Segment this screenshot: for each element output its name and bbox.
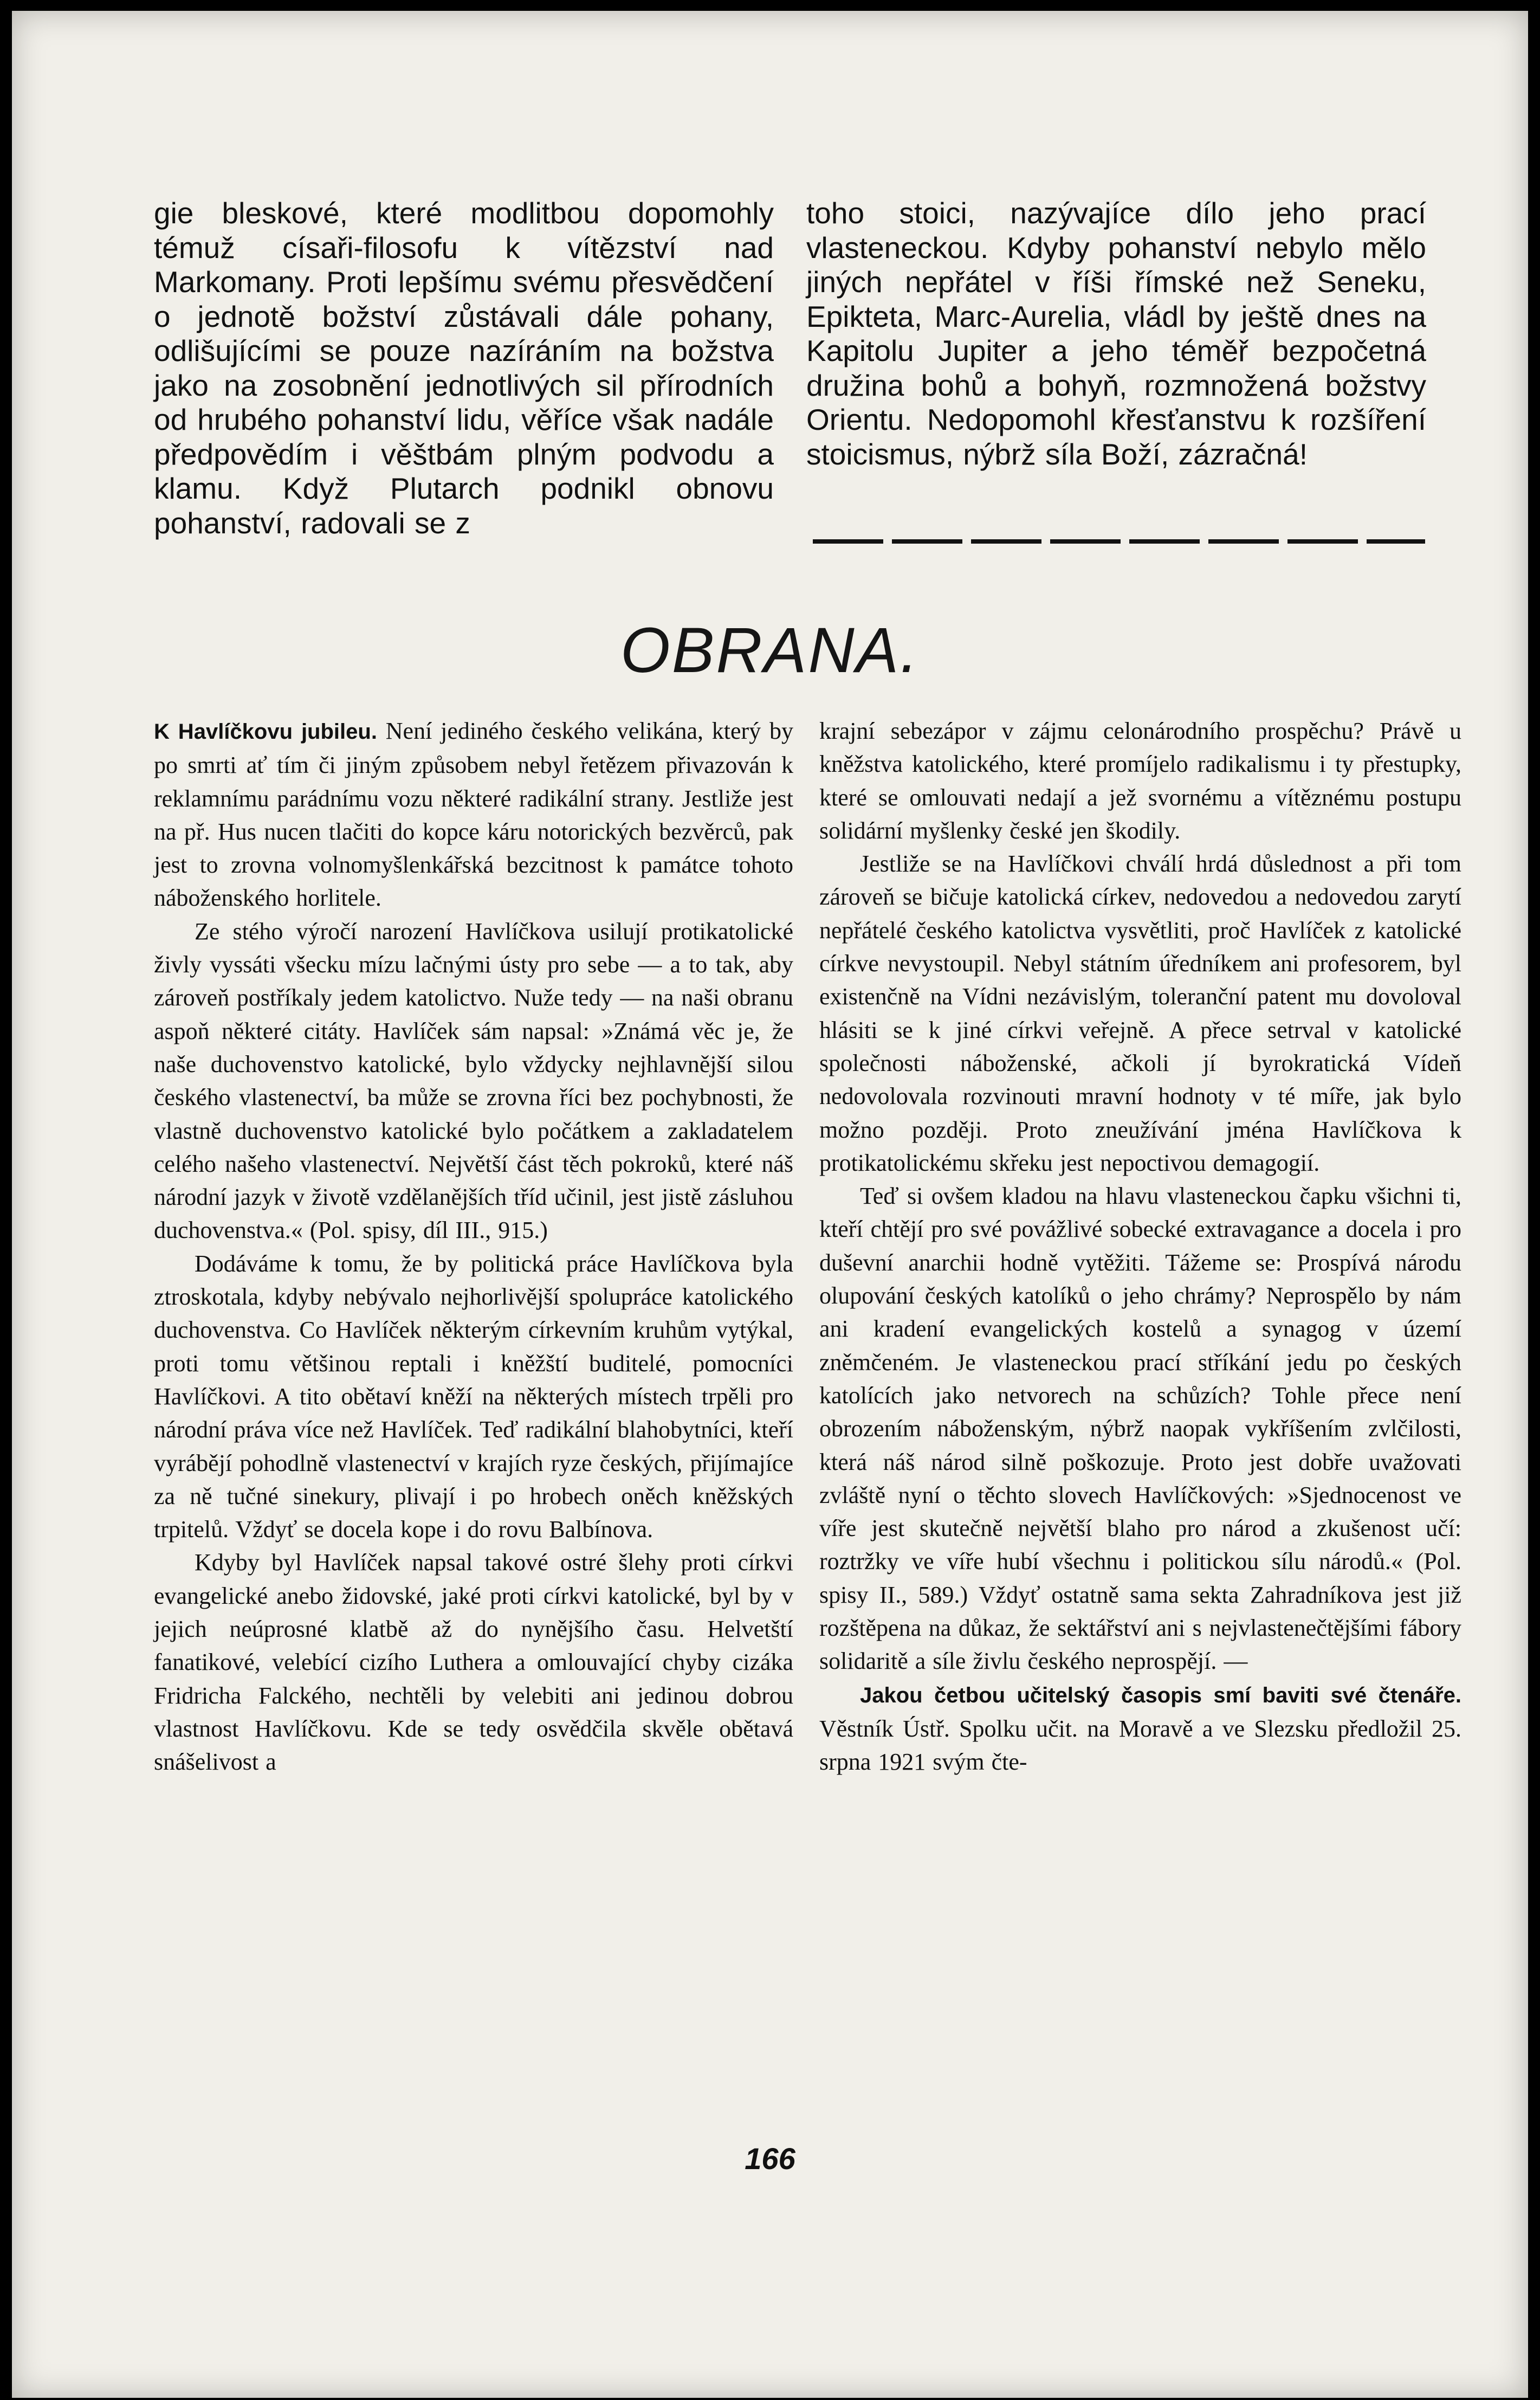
body-column-left [154,714,793,1779]
page-number: 166 [745,2141,795,2176]
top-column-left [154,196,774,540]
paragraph: Jestliže se na Havlíčkovi chválí hrdá důslednost a při tom zároveň se bičuje katolická církev, nedovedou a nedovedou zarytí nepřátelé českého katolictva vysvětliti, proč Havlíček z katolické církve nevystoupil. Nebyl státním úředníkem ani profesorem, byl existenčně na Vídni nezávislým, toleranční patent mu dovoloval hlásiti se k jiné církvi veřejně. A přece setrval v katolické společnosti náboženské, ačkoli jí byrokratická Vídeň nedovolovala rozvinouti mravní hodnoty v té míře, jak bylo možno později. Proto zneužívání jména Havlíčkova k protikatolickému skřeku jest nepoctivou demagogií. [819,850,1461,1176]
paragraph: Dodáváme k tomu, že by politická práce Havlíčkova byla ztroskotala, kdyby nebývalo nejhorlivější spolupráce katolického duchovenstva. Co Havlíček některým církevním kruhům vytýkal, proti tomu většinou reptali i kněžští buditelé, pomocníci Havlíčkovi. A tito obětaví kněží na některých místech trpěli pro národní práva více než Havlíček. Teď radikální blahobytníci, kteří vyrábějí pohodlně vlastenectví v krajích ryze českých, přijímajíce za ně tučné sinekury, plivají i po hrobech oněch kněžských trpitelů. Vždyť se docela kope i do rovu Balbínova. [154,1250,793,1543]
runin-title: Jakou četbou učitelský časopis smí baviti své čtenáře. [860,1683,1461,1707]
top-column-right [806,196,1426,472]
paragraph: toho stoici, nazývajíce dílo jeho prací vlasteneckou. Kdyby pohanství nebylo mělo jiných nepřátel v říši římské než Seneku, Epikteta, Marc-Aurelia, vládl by ještě dnes na Kapitolu Jupiter a jeho téměř bezpočetná družina bohů a bohyň, rozmnožená božstvy Orientu. Nedopomohl křesťanstvu k rozšíření stoicismus, nýbrž síla Boží, zázračná! [806,196,1426,471]
paragraph: Kdyby byl Havlíček napsal takové ostré šlehy proti církvi evangelické anebo židovské, jaké proti církvi katolické, byl by v jejich neúprosné klatbě až do nynějšího času. Helvetští fanatikové, velebící cizího Luthera a omlouvající chyby cizáka Fridricha Falckého, nechtěli by velebiti ani jedinou dobrou vlastnost Havlíčkovu. Kde se tedy osvědčila skvěle obětavá snášelivost a [154,1549,793,1776]
paragraph: krajní sebezápor v zájmu celonárodního prospěchu? Právě u kněžstva katolického, které promíjelo radikalismu i ty přestupky, které se omlouvati nedají a jež svornému a vítěznému postupu solidární myšlenky české jen škodily. [819,718,1461,844]
paragraph: gie bleskové, které modlitbou dopomohly témuž císaři-filosofu k vítězství nad Markomany. Proti lepšímu svému přesvědčení o jednotě božství zůstávali dále pohany, odlišujícími se pouze nazíráním na božstva jako na zosobnění jednotlivých sil přírodních od hrubého pohanství lidu, věříce však nadále předpovědím i věštbám plným podvodu a klamu. Když Plutarch podnikl obnovu pohanství, radovali se z [154,196,774,540]
paragraph: Teď si ovšem kladou na hlavu vlasteneckou čapku všichni ti, kteří chtějí pro své povážlivé sobecké extravagance a docela i pro duševní anarchii hodně vytěžiti. Tážeme se: Prospívá národu olupování českých katolíků o jeho chrámy? Neprospělo by nám ani kradení evangelických kostelů a synagog v území zněmčeném. Je vlasteneckou prací stříkání jedu po českých katolících jako netvorech na schůzích? Tohle přece není obrozením náboženským, nýbrž naopak vykříšením zvlčilosti, která náš národ silně poškozuje. Proto jest dobře uvažovati zvláště nyní o těchto slovech Havlíčkových: »Sjednocenost ve víře jest skutečně největší blaho pro národ a zkušenost učí: roztržky ve víře hubí všechnu i politickou sílu národů.« (Pol. spisy II., 589.) Vždyť ostatně sama sekta Zahradníkova jest již rozštěpena na důkaz, že sektářství ani s nejvlastenečtějšími fábory solidaritě a síle živlu českého neprospějí. — [819,1183,1461,1675]
paragraph: Ze stého výročí narození Havlíčkova usilují protikatolické živly vyssáti všecku mízu lačnými ústy pro sebe — a to tak, aby zároveň postříkaly jedem katolictvo. Nuže tedy — na naši obranu aspoň některé citáty. Havlíček sám napsal: »Známá věc je, že naše duchovenstvo katolické, bylo vždycky nejhlavnější silou českého vlastenectví, ba může se zrovna říci bez pochybnosti, že vlastně duchovenstvo katolické bylo počátkem a zakladatelem celého našeho vlastenectví. Největší část těch pokroků, které náš národní jazyk v životě vzdělanějších tříd učinil, jest jistě zásluhou duchovenstva.« (Pol. spisy, díl III., 915.) [154,918,793,1244]
body-column-right [819,714,1461,1779]
paragraph [154,714,793,915]
paragraph-text: Není jediného českého velikána, který by po smrti ať tím či jiným způsobem nebyl řetězem přivazován k reklamnímu parádnímu vozu některé radikální strany. Jestliže jest na př. Hus nucen tlačiti do kopce káru notorických bezvěrců, pak jest to zrovna volnomyšlenkářská bezcitnost k památce tohoto náboženského horlitele. [154,718,793,912]
dashed-divider [813,539,1425,544]
paragraph [819,1678,1461,1779]
runin-title: K Havlíčkovu jubileu. [154,720,377,744]
paragraph-text: Věstník Ústř. Spolku učit. na Moravě a ve Slezsku předložil 25. srpna 1921 svým čte- [819,1715,1461,1776]
section-heading: OBRANA. [620,615,920,686]
